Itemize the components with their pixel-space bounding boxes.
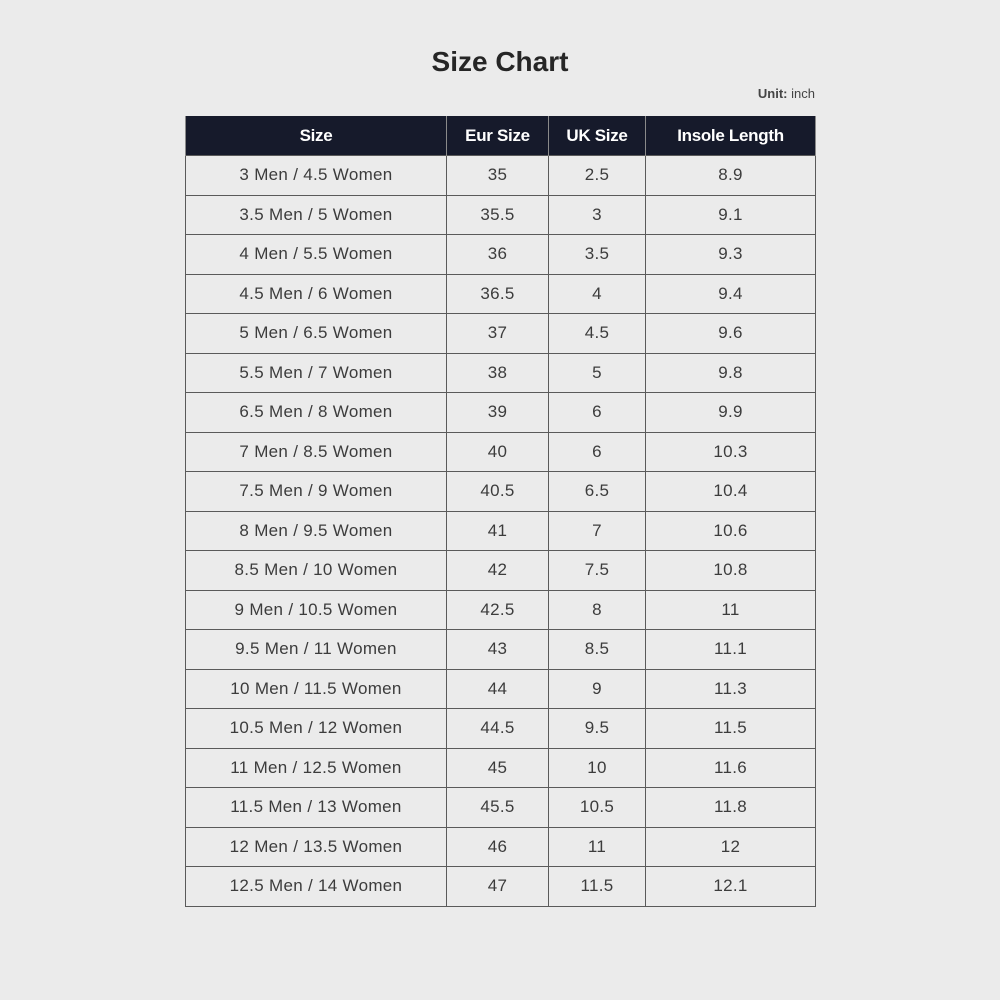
size-cell: 9.5 Men / 11 Women — [186, 630, 447, 670]
insole-length-cell: 10.6 — [646, 511, 816, 551]
uk-size-cell: 6 — [549, 393, 646, 433]
uk-size-cell: 8 — [549, 590, 646, 630]
eur-size-cell: 36.5 — [447, 274, 549, 314]
insole-length-cell: 10.8 — [646, 551, 816, 591]
eur-size-cell: 38 — [447, 353, 549, 393]
table-row — [186, 551, 816, 591]
eur-size-cell: 40 — [447, 432, 549, 472]
insole-length-cell: 9.1 — [646, 195, 816, 235]
insole-length-cell: 9.6 — [646, 314, 816, 354]
size-cell: 11.5 Men / 13 Women — [186, 788, 447, 828]
table-row — [186, 353, 816, 393]
table-row — [186, 235, 816, 275]
table-row — [186, 274, 816, 314]
size-cell: 7.5 Men / 9 Women — [186, 472, 447, 512]
column-header-uk-size: UK Size — [549, 116, 646, 156]
eur-size-cell: 45.5 — [447, 788, 549, 828]
table-row — [186, 827, 816, 867]
column-header-eur-size: Eur Size — [447, 116, 549, 156]
size-cell: 3.5 Men / 5 Women — [186, 195, 447, 235]
eur-size-cell: 35.5 — [447, 195, 549, 235]
size-cell: 8.5 Men / 10 Women — [186, 551, 447, 591]
uk-size-cell: 11.5 — [549, 867, 646, 907]
table-row — [186, 748, 816, 788]
uk-size-cell: 10 — [549, 748, 646, 788]
uk-size-cell: 7.5 — [549, 551, 646, 591]
uk-size-cell: 3.5 — [549, 235, 646, 275]
eur-size-cell: 44.5 — [447, 709, 549, 749]
insole-length-cell: 9.4 — [646, 274, 816, 314]
table-row — [186, 709, 816, 749]
size-cell: 5 Men / 6.5 Women — [186, 314, 447, 354]
eur-size-cell: 43 — [447, 630, 549, 670]
unit-label: Unit: — [757, 86, 788, 101]
insole-length-cell: 9.8 — [646, 353, 816, 393]
uk-size-cell: 2.5 — [549, 156, 646, 196]
eur-size-cell: 47 — [447, 867, 549, 907]
table-row — [186, 788, 816, 828]
size-cell: 6.5 Men / 8 Women — [186, 393, 447, 433]
uk-size-cell: 6.5 — [549, 472, 646, 512]
uk-size-cell: 9.5 — [549, 709, 646, 749]
size-cell: 9 Men / 10.5 Women — [186, 590, 447, 630]
size-cell: 10 Men / 11.5 Women — [186, 669, 447, 709]
size-cell: 5.5 Men / 7 Women — [186, 353, 447, 393]
table-row — [186, 314, 816, 354]
table-header — [186, 116, 816, 156]
insole-length-cell: 11 — [646, 590, 816, 630]
table-body — [186, 156, 816, 907]
uk-size-cell: 10.5 — [549, 788, 646, 828]
uk-size-cell: 6 — [549, 432, 646, 472]
uk-size-cell: 4 — [549, 274, 646, 314]
size-cell: 4 Men / 5.5 Women — [186, 235, 447, 275]
size-cell: 8 Men / 9.5 Women — [186, 511, 447, 551]
eur-size-cell: 35 — [447, 156, 549, 196]
insole-length-cell: 11.1 — [646, 630, 816, 670]
size-cell: 4.5 Men / 6 Women — [186, 274, 447, 314]
insole-length-cell: 10.4 — [646, 472, 816, 512]
eur-size-cell: 44 — [447, 669, 549, 709]
eur-size-cell: 42.5 — [447, 590, 549, 630]
header-row — [186, 116, 816, 156]
table-row — [186, 432, 816, 472]
page-title: Size Chart — [431, 46, 569, 77]
insole-length-cell: 10.3 — [646, 432, 816, 472]
eur-size-cell: 41 — [447, 511, 549, 551]
column-header-size: Size — [186, 116, 447, 156]
uk-size-cell: 5 — [549, 353, 646, 393]
size-chart-table — [185, 116, 816, 907]
uk-size-cell: 3 — [549, 195, 646, 235]
table-row — [186, 669, 816, 709]
size-cell: 12 Men / 13.5 Women — [186, 827, 447, 867]
table-row — [186, 511, 816, 551]
eur-size-cell: 45 — [447, 748, 549, 788]
insole-length-cell: 9.9 — [646, 393, 816, 433]
table-row — [186, 867, 816, 907]
uk-size-cell: 7 — [549, 511, 646, 551]
table-row — [186, 393, 816, 433]
unit-value: inch — [791, 86, 815, 101]
insole-length-cell: 9.3 — [646, 235, 816, 275]
insole-length-cell: 12 — [646, 827, 816, 867]
table-row — [186, 156, 816, 196]
insole-length-cell: 8.9 — [646, 156, 816, 196]
size-cell: 10.5 Men / 12 Women — [186, 709, 447, 749]
eur-size-cell: 39 — [447, 393, 549, 433]
table-row — [186, 630, 816, 670]
column-header-insole-length: Insole Length — [646, 116, 816, 156]
insole-length-cell: 11.5 — [646, 709, 816, 749]
eur-size-cell: 36 — [447, 235, 549, 275]
insole-length-cell: 11.3 — [646, 669, 816, 709]
uk-size-cell: 11 — [549, 827, 646, 867]
insole-length-cell: 12.1 — [646, 867, 816, 907]
table-row — [186, 195, 816, 235]
size-cell: 7 Men / 8.5 Women — [186, 432, 447, 472]
uk-size-cell: 9 — [549, 669, 646, 709]
table-row — [186, 472, 816, 512]
insole-length-cell: 11.8 — [646, 788, 816, 828]
eur-size-cell: 46 — [447, 827, 549, 867]
eur-size-cell: 42 — [447, 551, 549, 591]
uk-size-cell: 8.5 — [549, 630, 646, 670]
unit-note — [758, 86, 815, 102]
eur-size-cell: 40.5 — [447, 472, 549, 512]
table-row — [186, 590, 816, 630]
eur-size-cell: 37 — [447, 314, 549, 354]
size-cell: 11 Men / 12.5 Women — [186, 748, 447, 788]
uk-size-cell: 4.5 — [549, 314, 646, 354]
insole-length-cell: 11.6 — [646, 748, 816, 788]
size-cell: 3 Men / 4.5 Women — [186, 156, 447, 196]
size-cell: 12.5 Men / 14 Women — [186, 867, 447, 907]
